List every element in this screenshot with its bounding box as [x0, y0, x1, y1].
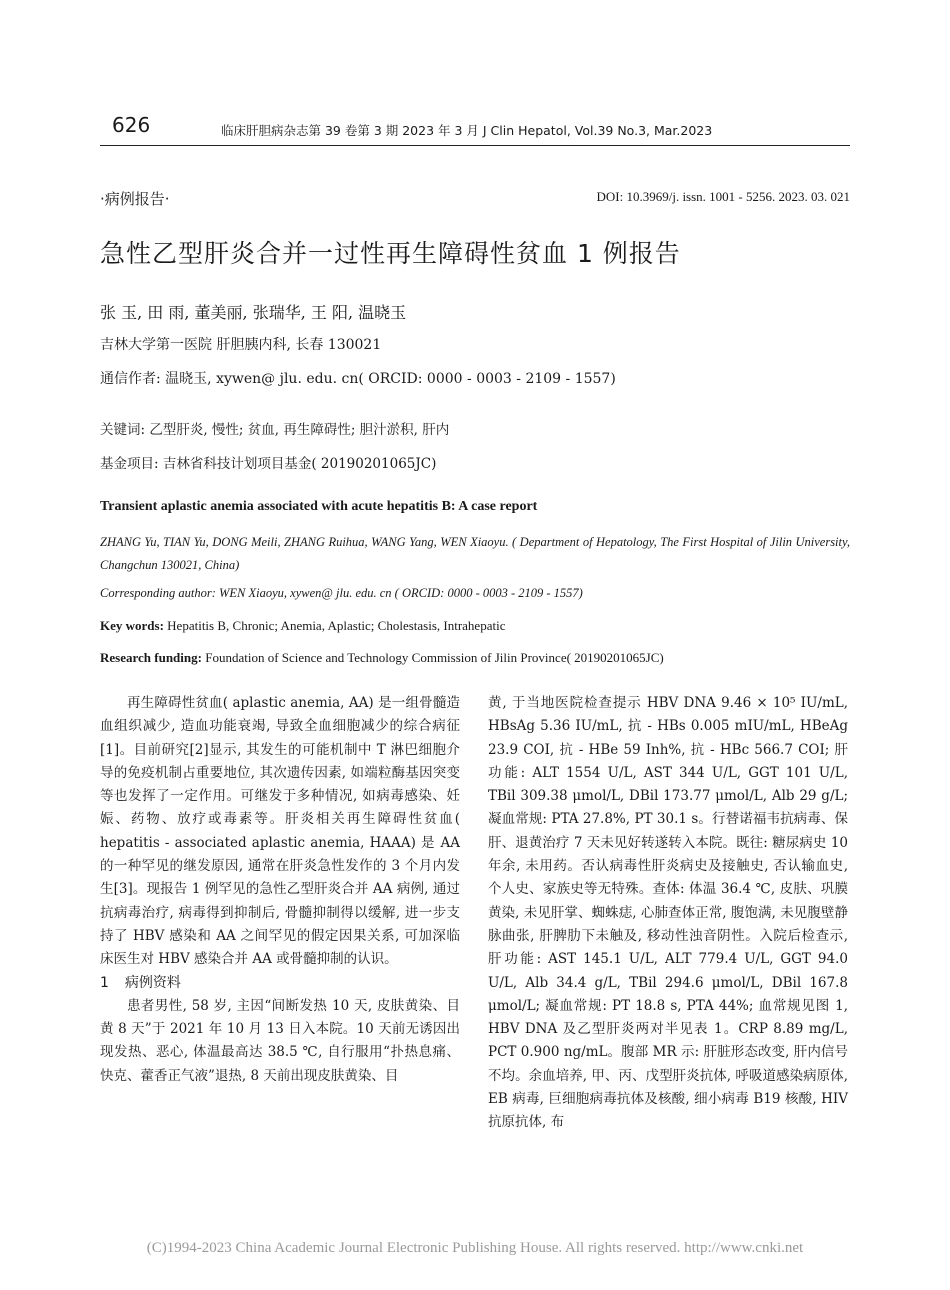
- english-authors: ZHANG Yu, TIAN Yu, DONG Meili, ZHANG Ruihua, WANG Yang, WEN Xiaoyu. ( Department of Hepatology, The First Hospital of Jilin University, Changchun 130021, China): [100, 535, 850, 572]
- authors: 张 玉, 田 雨, 董美丽, 张瑞华, 王 阳, 温晓玉: [100, 303, 407, 322]
- keywords: 关键词: 乙型肝炎, 慢性; 贫血, 再生障碍性; 胆汁淤积, 肝内: [100, 422, 450, 438]
- english-title: Transient aplastic anemia associated with acute hepatitis B: A case report: [100, 499, 538, 514]
- english-keywords-label: Key words:: [100, 618, 164, 633]
- section-label: ·病例报告·: [100, 190, 170, 208]
- english-corresponding-author: Corresponding author: WEN Xiaoyu, xywen@ jlu. edu. cn ( ORCID: 0000 - 0003 - 2109 - 1557): [100, 586, 583, 600]
- doi[interactable]: DOI: 10.3969/j. issn. 1001 - 5256. 2023. 03. 021: [596, 189, 850, 204]
- section-heading-title: 病例资料: [124, 974, 181, 991]
- header-rule: [100, 145, 850, 146]
- body-right-column: [488, 692, 848, 1135]
- english-funding-label: Research funding:: [100, 650, 202, 665]
- page-number: 626: [112, 113, 151, 137]
- english-keywords: [100, 618, 505, 634]
- english-funding: [100, 650, 664, 666]
- section-heading-1: [100, 972, 460, 995]
- running-head: 临床肝胆病杂志第 39 卷第 3 期 2023 年 3 月 J Clin Hepatol, Vol.39 No.3, Mar.2023: [221, 123, 713, 138]
- case-paragraph-left: 患者男性, 58 岁, 主因“间断发热 10 天, 皮肤黄染、目黄 8 天”于 2021 年 10 月 13 日入本院。10 天前无诱因出现发热、恶心, 体温最高达 38.5 ℃, 自行服用“扑热息痛、快克、藿香正气液”退热, 8 天前出现皮肤黄染、目: [100, 997, 460, 1084]
- body-left-column: [100, 692, 460, 1088]
- article-title: 急性乙型肝炎合并一过性再生障碍性贫血 1 例报告: [100, 239, 681, 268]
- copyright-footer: (C)1994-2023 China Academic Journal Electronic Publishing House. All rights reserved. http://www.cnki.net: [146, 1240, 804, 1256]
- section-heading-number: 1: [100, 974, 109, 991]
- english-funding-text: Foundation of Science and Technology Commission of Jilin Province( 20190201065JC): [201, 650, 664, 665]
- affiliation: 吉林大学第一医院 肝胆胰内科, 长春 130021: [100, 337, 382, 353]
- english-keywords-text: Hepatitis B, Chronic; Anemia, Aplastic; Cholestasis, Intrahepatic: [163, 618, 506, 633]
- funding: 基金项目: 吉林省科技计划项目基金( 20190201065JC): [100, 456, 437, 472]
- corresponding-author: 通信作者: 温晓玉, xywen@ jlu. edu. cn( ORCID: 0000 - 0003 - 2109 - 1557): [100, 371, 616, 387]
- case-paragraph-right: 黄, 于当地医院检查提示 HBV DNA 9.46 × 10⁵ IU/mL, HBsAg 5.36 IU/mL, 抗 - HBs 0.005 mIU/mL, HBeAg 23.9 COI, 抗 - HBe 59 Inh%, 抗 - HBc 566.7 COI; 肝功能: ALT 1554 U/L, AST 344 U/L, GGT 101 U/L, TBil 309.38 μmol/L, DBil 173.77 μmol/L, Alb 29 g/L; 凝血常规: PTA 27.8%, PT 30.1 s。行替诺福韦抗病毒、保肝、退黄治疗 7 天未见好转遂转入本院。既往: 糖尿病史 10 年余, 未用药。否认病毒性肝炎病史及接触史, 否认输血史, 个人史、家族史等无特殊。查体: 体温 36.4 ℃, 皮肤、巩膜黄染, 未见肝掌、蜘蛛痣, 心肺查体正常, 腹饱满, 未见腹壁静脉曲张, 肝脾肋下未触及, 移动性浊音阴性。入院后检查示, 肝功能: AST 145.1 U/L, ALT 779.4 U/L, GGT 94.0 U/L, Alb 34.4 g/L, TBil 294.6 μmol/L, DBil 167.8 μmol/L; 凝血常规: PT 18.8 s, PTA 44%; 血常规见图 1, HBV DNA 及乙型肝炎两对半见表 1。CRP 8.89 mg/L, PCT 0.900 ng/mL。腹部 MR 示: 肝脏形态改变, 肝内信号不均。余血培养, 甲、丙、戊型肝炎抗体, 呼吸道感染病原体, EB 病毒, 巨细胞病毒抗体及核酸, 细小病毒 B19 核酸, HIV 抗原抗体, 布: [488, 695, 848, 1131]
- intro-paragraph: 再生障碍性贫血( aplastic anemia, AA) 是一组骨髓造血组织减少, 造血功能衰竭, 导致全血细胞减少的综合病征[1]。目前研究[2]显示, 其发生的可能机制中 T 淋巴细胞介导的免疫机制占重要地位, 其次遗传因素, 如端粒酶基因突变等也发挥了一定作用。可继发于多种情况, 如病毒感染、妊娠、药物、放疗或毒素等。肝炎相关再生障碍性贫血( hepatitis - associated aplastic anemia, HAAA) 是 AA 的一种罕见的继发原因, 通常在肝炎急性发作的 3 个月内发生[3]。现报告 1 例罕见的急性乙型肝炎合并 AA 病例, 通过抗病毒治疗, 病毒得到抑制后, 骨髓抑制得以缓解, 进一步支持了 HBV 感染和 AA 之间罕见的假定因果关系, 可加深临床医生对 HBV 感染合并 AA 或骨髓抑制的认识。: [100, 695, 460, 968]
